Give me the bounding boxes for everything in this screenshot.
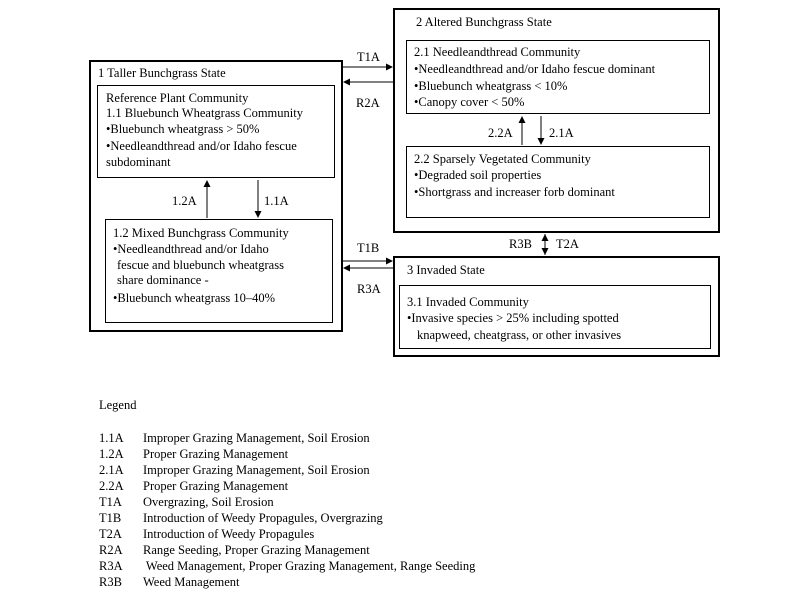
community-2-2-name: 2.2 Sparsely Vegetated Community: [414, 152, 591, 166]
community-1-1-bullet-2b: subdominant: [106, 155, 171, 169]
community-3-1-name: 3.1 Invaded Community: [407, 295, 529, 309]
community-1-2-name: 1.2 Mixed Bunchgrass Community: [113, 226, 289, 240]
community-1-1-heading: Reference Plant Community: [106, 91, 249, 105]
state-3-title: 3 Invaded State: [407, 263, 485, 277]
legend-code-6: T1B: [99, 511, 122, 525]
state-1-title: 1 Taller Bunchgrass State: [98, 66, 226, 80]
legend-desc-6: Introduction of Weedy Propagules, Overgrazing: [143, 511, 383, 525]
community-1-2-bullet-1c: share dominance -: [117, 273, 209, 287]
label-t1b: T1B: [357, 241, 380, 255]
legend-desc-9: Weed Management, Proper Grazing Management, Range Seeding: [143, 559, 476, 573]
community-1-1-bullet-2a: •Needleandthread and/or Idaho fescue: [106, 139, 297, 153]
legend-code-3: 2.1A: [99, 463, 124, 477]
legend-desc-7: Introduction of Weedy Propagules: [143, 527, 315, 541]
legend-code-9: R3A: [99, 559, 123, 573]
community-1-2-bullet-1a: •Needleandthread and/or Idaho: [113, 242, 269, 256]
community-1-1-name: 1.1 Bluebunch Wheatgrass Community: [106, 106, 303, 120]
legend-code-8: R2A: [99, 543, 123, 557]
legend-code-5: T1A: [99, 495, 122, 509]
community-3-1-bullet-1a: •Invasive species > 25% including spotted: [407, 311, 619, 325]
legend-code-2: 1.2A: [99, 447, 124, 461]
legend-desc-2: Proper Grazing Management: [143, 447, 289, 461]
community-1-1-bullet-1: •Bluebunch wheatgrass > 50%: [106, 122, 260, 136]
legend-desc-4: Proper Grazing Management: [143, 479, 289, 493]
legend-code-1: 1.1A: [99, 431, 124, 445]
legend-desc-1: Improper Grazing Management, Soil Erosion: [143, 431, 370, 445]
label-1-1a: 1.1A: [264, 194, 289, 208]
legend-code-10: R3B: [99, 575, 122, 589]
label-r3a: R3A: [357, 282, 381, 296]
label-2-1a: 2.1A: [549, 126, 574, 140]
community-1-2-bullet-1b: fescue and bluebunch wheatgrass: [117, 258, 284, 272]
legend-desc-5: Overgrazing, Soil Erosion: [143, 495, 274, 509]
label-2-2a: 2.2A: [488, 126, 513, 140]
community-2-1-bullet-2: •Bluebunch wheatgrass < 10%: [414, 79, 568, 93]
legend-desc-10: Weed Management: [143, 575, 240, 589]
state-2-title: 2 Altered Bunchgrass State: [416, 15, 552, 29]
legend-desc-8: Range Seeding, Proper Grazing Management: [143, 543, 370, 557]
label-t2a: T2A: [556, 237, 579, 251]
legend-code-7: T2A: [99, 527, 122, 541]
label-1-2a: 1.2A: [172, 194, 197, 208]
community-2-1-bullet-3: •Canopy cover < 50%: [414, 95, 525, 109]
legend-title: Legend: [99, 398, 137, 412]
label-r3b: R3B: [509, 237, 532, 251]
community-2-2-bullet-1: •Degraded soil properties: [414, 168, 542, 182]
community-2-1-name: 2.1 Needleandthread Community: [414, 45, 581, 59]
label-r2a: R2A: [356, 96, 380, 110]
community-3-1-bullet-1b: knapweed, cheatgrass, or other invasives: [417, 328, 622, 342]
legend-desc-3: Improper Grazing Management, Soil Erosion: [143, 463, 370, 477]
community-1-2-bullet-2: •Bluebunch wheatgrass 10–40%: [113, 291, 275, 305]
legend-code-4: 2.2A: [99, 479, 124, 493]
community-2-2-bullet-2: •Shortgrass and increaser forb dominant: [414, 185, 615, 199]
community-2-1-bullet-1: •Needleandthread and/or Idaho fescue dominant: [414, 62, 656, 76]
label-t1a: T1A: [357, 50, 380, 64]
